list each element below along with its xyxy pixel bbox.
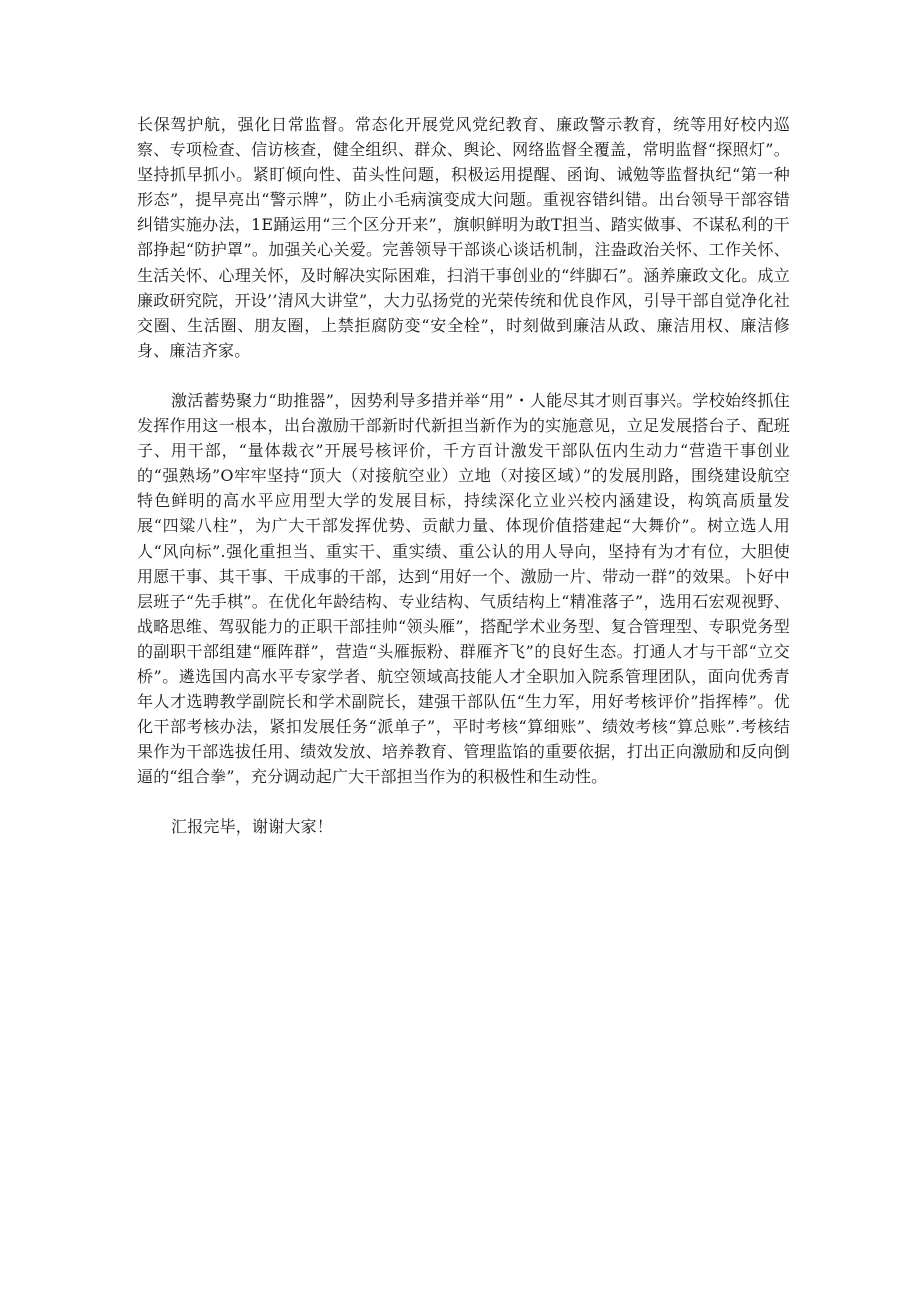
paragraph-spacer — [137, 789, 790, 814]
paragraph-spacer — [137, 363, 790, 388]
paragraph-motivation: 激活蓄势聚力“助推器”，因势利导多措并举“用”・人能尽其才则百事兴。学校始终抓住发挥作用这一根本，出台激励干部新时代新担当新作为的实施意见，立足发展搭台子、配班子、用干部，“量体裁衣”开展号核评价，千方百计激发干部队伍内生动力“营造干事创业的“强熟场”O牢牢坚持“顶大（对接航空业）立地（对接区域）”的发展刖路，围绕建设航空特色鲜明的高水平应用型大学的发展目标，持续深化立业兴校内涵建设，构筑高质量发展“四粱八柱”，为广大干部发挥优势、贡献力量、体现价值搭建起“大舞价”。树立选人用人“风向标”.强化重担当、重实干、重实绩、重公认的用人导向，坚持有为才有位，大胆使用愿干事、其干事、干成事的干部，达到“用好一个、激励一片、带动一群”的效果。卜好中层班子“先手棋”。在优化年龄结构、专业结构、气质结构上“精准落子”，选用石宏观视野、战略思维、驾驭能力的正职干部挂帅“领头雁”，搭配学术业务型、复合管理型、专职党务型的副职干部组建“雁阵群”，营造“头雁振粉、群雁齐飞”的良好生态。打通人才与干部“立交桥”。遴选国内高水平专家学者、航空领域高技能人才全职加入院系管理团队，面向优秀青年人才选聘教学副院长和学术副院长，建强干部队伍“生力军，用好考核评价”指挥棒”。优化干部考核办法，紧扣发展任务“派单子”，平时考核“算细账”、绩效考核“算总账”.考核结果作为干部选拔任用、绩效发放、培养教育、管理监馅的重要依据，打出正向激励和反向倒逼的“组合拳”，充分调动起广大干部担当作为的积极性和生动性。 — [137, 390, 790, 787]
document-body — [137, 112, 790, 840]
paragraph-supervision: 长保驾护航，强化日常监督。常态化开展党风党纪教育、廉政警示教育，统等用好校内巡察、专项检查、信访核查，健全组织、群众、舆论、网络监督全覆盖，常明监督“探照灯”。坚持抓早抓小。紧盯倾向性、苗头性问题，积极运用提醒、函询、诫勉等监督执纪“第一种形态”，提早亮出“警示牌”，防止小毛病演变成大问题。重视容错纠错。出台领导干部容错纠错实施办法，1E踊运用“三个区分开来”，旗帜鲜明为敢T担当、踏实做事、不谋私利的干部挣起“防护罩”。加强关心关爱。完善领导干部谈心谈话机制，注盎政治关怀、工作关怀、生活关怀、心理关怀，及时解决实际困难，扫消干事创业的“绊脚石”。涵养廉政文化。成立廉政研究院，开设’’清风大讲堂”，大力弘扬党的光荣传统和优良作风，引导干部自觉净化社交圈、生活圈、朋友圈，上禁拒腐防变“安全栓”，时刻做到廉洁从政、廉洁用权、廉洁修身、廉洁齐家。 — [137, 115, 790, 360]
paragraph-closing: 汇报完毕，谢谢大家！ — [171, 817, 334, 837]
